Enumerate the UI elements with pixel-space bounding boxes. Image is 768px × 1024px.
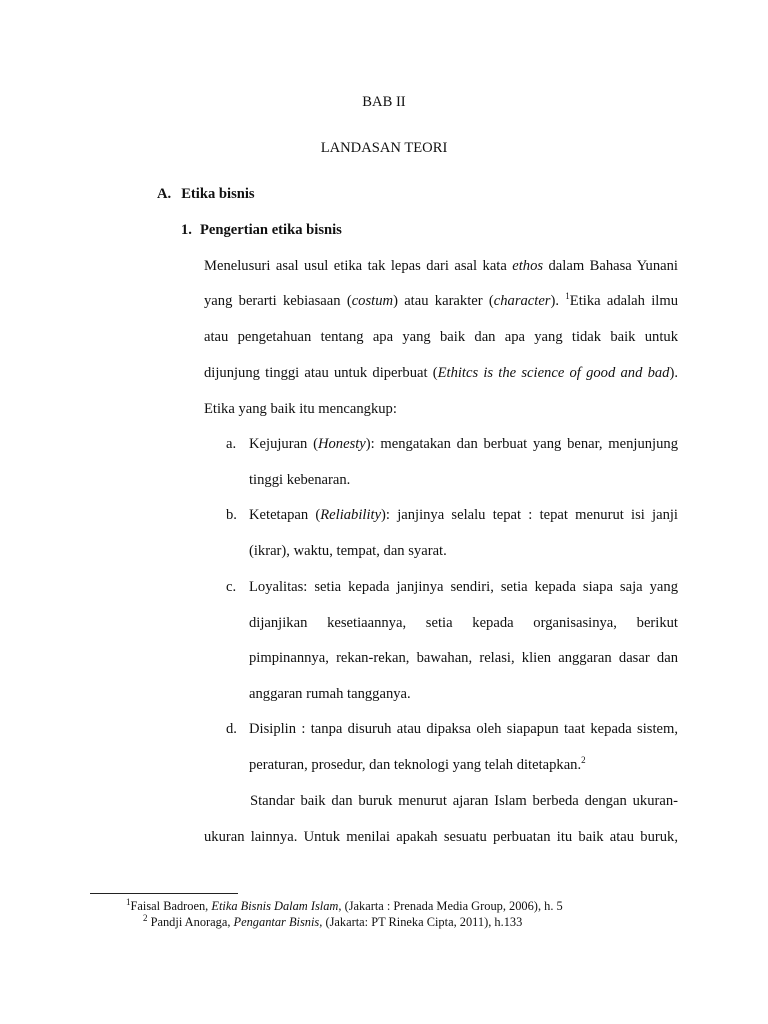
list-marker-b: b. [226, 507, 237, 523]
footnote-separator [90, 893, 238, 894]
paragraph-1-line-1: Menelusuri asal usul etika tak lepas dari asal kata ethos dalam Bahasa Yunani [204, 258, 678, 274]
paragraph-1-line-4: dijunjung tinggi atau untuk diperbuat (Ethitcs is the science of good and bad). [204, 365, 678, 381]
list-marker-d: d. [226, 721, 237, 737]
list-item-d-line-2: peraturan, prosedur, dan teknologi yang telah ditetapkan.$^2$ [249, 755, 586, 773]
chapter-number: BAB II [362, 94, 406, 110]
list-item-c-line-2: dijanjikan kesetiaannya, setia kepada organisasinya, berikut [249, 615, 678, 631]
subsection-heading [181, 222, 342, 239]
list-marker-c: c. [226, 579, 237, 595]
list-item-b-line-2: (ikrar), waktu, tempat, dan syarat. [249, 543, 447, 559]
footnote-ref-1: 1 [565, 291, 570, 302]
subsection-title: Pengertian etika bisnis [199, 222, 342, 238]
footnote-1: $^1$Faisal Badroen, Etika Bisnis Dalam Islam, (Jakarta : Prenada Media Group, 2006), h. 5 [126, 896, 563, 913]
footnote-ref-2: 2 [581, 755, 586, 766]
list-item-d-line-1: Disiplin : tanpa disuruh atau dipaksa oleh siapapun taat kepada sistem, [249, 721, 678, 737]
paragraph-1-line-3: atau pengetahuan tentang apa yang baik dan apa yang tidak baik untuk [204, 329, 678, 345]
list-item-c-line-1: Loyalitas: setia kepada janjinya sendiri, setia kepada siapa saja yang [249, 579, 678, 595]
list-marker-a: a. [226, 436, 237, 452]
list-item-c-line-4: anggaran rumah tangganya. [249, 686, 411, 702]
list-item-a-line-2: tinggi kebenaran. [249, 472, 351, 488]
section-heading [157, 186, 255, 203]
list-item-c-line-3: pimpinannya, rekan-rekan, bawahan, relasi, klien anggaran dasar dan [249, 650, 678, 666]
footnote-2: $^2$ Pandji Anoraga, Pengantar Bisnis, (Jakarta: PT Rineka Cipta, 2011), h.133 [143, 912, 523, 929]
paragraph-2-line-1: Standar baik dan buruk menurut ajaran Islam berbeda dengan ukuran- [250, 793, 678, 809]
paragraph-1-line-2: yang berarti kebiasaan (costum) atau karakter (character). $^1$Etika adalah ilmu [204, 291, 678, 309]
section-marker: A. [157, 186, 172, 202]
chapter-title: LANDASAN TEORI [320, 140, 448, 156]
list-item-b-line-1: Ketetapan (Reliability): janjinya selalu tepat : tepat menurut isi janji [249, 507, 678, 523]
section-title: Etika bisnis [181, 186, 255, 202]
paragraph-2-line-2: ukuran lainnya. Untuk menilai apakah sesuatu perbuatan itu baik atau buruk, [204, 829, 678, 845]
subsection-marker: 1. [181, 222, 192, 238]
paragraph-1-line-5: Etika yang baik itu mencangkup: [204, 401, 397, 417]
list-item-a-line-1: Kejujuran (Honesty): mengatakan dan berbuat yang benar, menjunjung [249, 436, 678, 452]
